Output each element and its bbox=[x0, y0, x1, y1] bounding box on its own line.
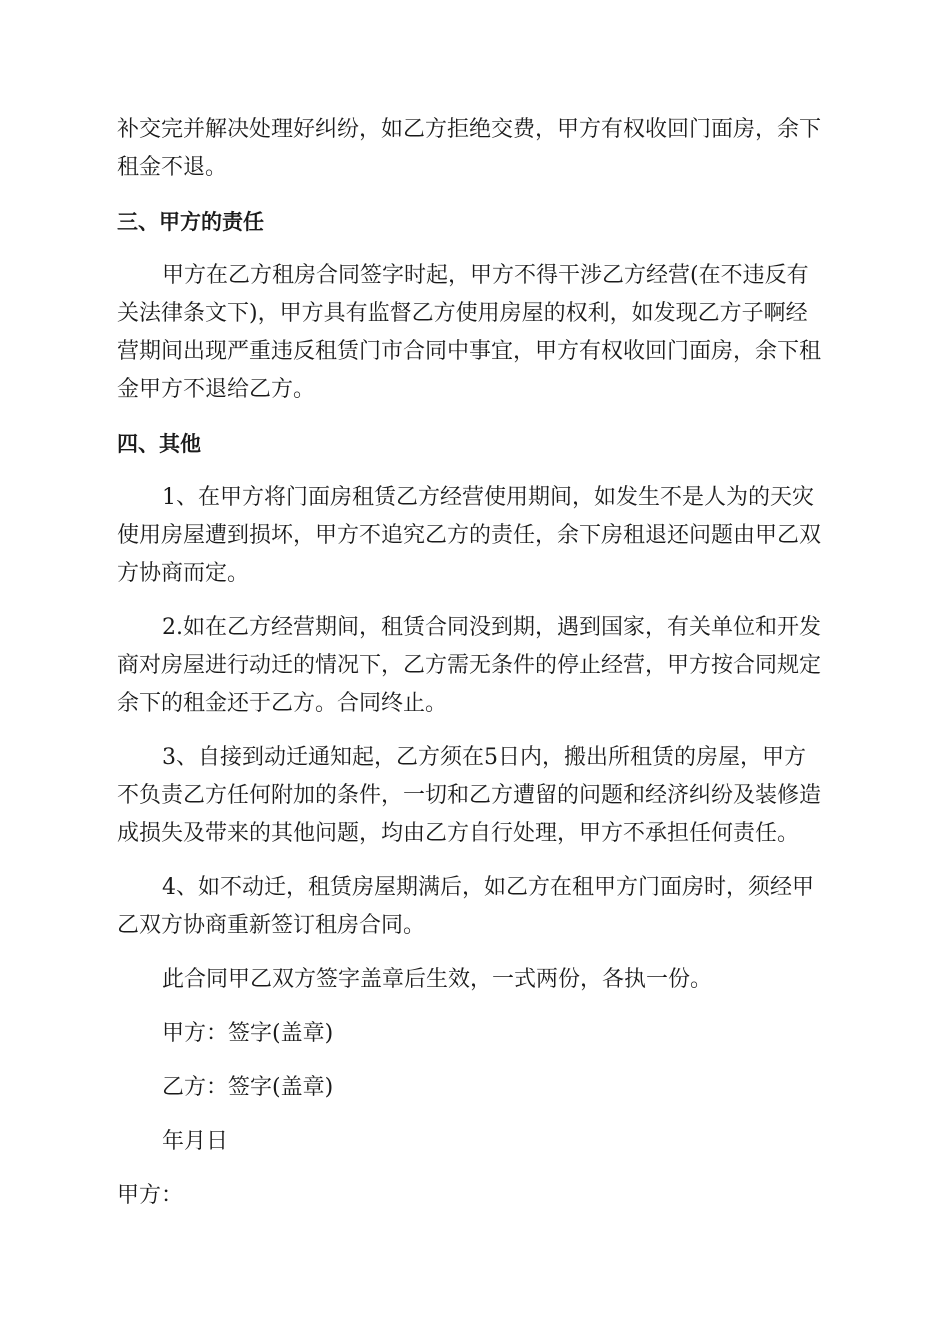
item-3-line-2: 不负责乙方任何附加的条件，一切和乙方遭留的问题和经济纠纷及装修造 bbox=[117, 783, 822, 808]
effective-statement: 此合同甲乙双方签字盖章后生效，一式两份，各执一份。 bbox=[162, 967, 713, 992]
date-line: 年月日 bbox=[162, 1129, 229, 1154]
section-heading-4: 四、其他 bbox=[117, 432, 201, 456]
party-a-footer: 甲方： bbox=[117, 1183, 184, 1208]
item-1-line-2: 使用房屋遭到损坏，甲方不追究乙方的责任，余下房租退还问题由甲乙双 bbox=[117, 523, 822, 548]
item-3-line-1: 3、自接到动迁通知起，乙方须在5日内，搬出所租赁的房屋，甲方 bbox=[162, 745, 806, 770]
item-2-line-3: 余下的租金还于乙方。合同终止。 bbox=[117, 691, 448, 716]
paragraph-3-line-3: 营期间出现严重违反租赁门市合同中事宜，甲方有权收回门面房，余下租 bbox=[117, 339, 822, 364]
item-4-line-1: 4、如不动迁，租赁房屋期满后，如乙方在租甲方门面房时，须经甲 bbox=[162, 875, 814, 900]
paragraph-3-line-4: 金甲方不退给乙方。 bbox=[117, 377, 316, 402]
paragraph-continued-line-2: 租金不退。 bbox=[117, 155, 228, 180]
paragraph-3-line-1: 甲方在乙方租房合同签字时起，甲方不得干涉乙方经营(在不违反有 bbox=[162, 263, 809, 288]
item-1-line-3: 方协商而定。 bbox=[117, 561, 250, 586]
item-1-line-1: 1、在甲方将门面房租赁乙方经营使用期间，如发生不是人为的天灾 bbox=[162, 485, 814, 510]
item-2-line-1: 2.如在乙方经营期间，租赁合同没到期，遇到国家，有关单位和开发 bbox=[162, 615, 821, 640]
item-2-line-2: 商对房屋进行动迁的情况下，乙方需无条件的停止经营，甲方按合同规定 bbox=[117, 653, 822, 678]
item-4-line-2: 乙双方协商重新签订租房合同。 bbox=[117, 913, 426, 938]
party-a-signature: 甲方：签字(盖章) bbox=[162, 1021, 334, 1046]
item-3-line-3: 成损失及带来的其他问题，均由乙方自行处理，甲方不承担任何责任。 bbox=[117, 821, 800, 846]
paragraph-3-line-2: 关法律条文下)，甲方具有监督乙方使用房屋的权利，如发现乙方子啊经 bbox=[117, 301, 808, 326]
paragraph-continued-line-1: 补交完并解决处理好纠纷，如乙方拒绝交费，甲方有权收回门面房，余下 bbox=[117, 117, 822, 142]
party-b-signature: 乙方：签字(盖章) bbox=[162, 1075, 334, 1100]
section-heading-3: 三、甲方的责任 bbox=[117, 210, 264, 234]
